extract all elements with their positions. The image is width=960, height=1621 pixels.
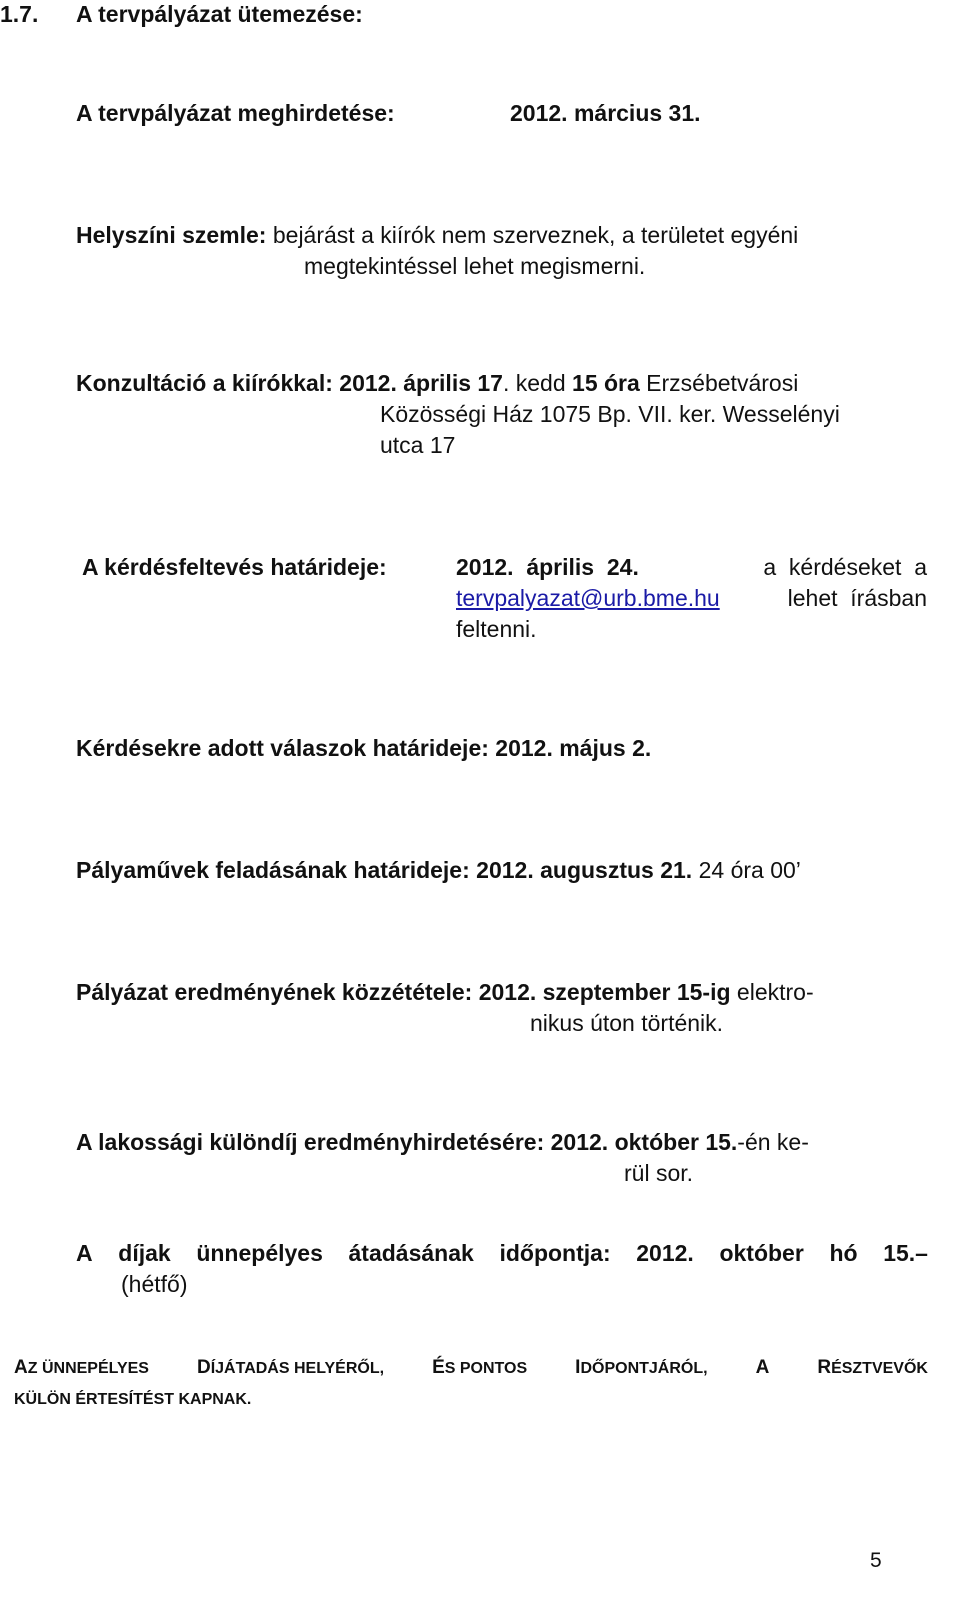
notice-word: DÍJÁTADÁS HELYÉRŐL, <box>196 1357 389 1378</box>
public-prize-row <box>76 1127 809 1158</box>
page-number <box>870 1545 882 1576</box>
ceremony-word: átadásának <box>348 1240 474 1266</box>
results-text: Pályázat eredményének közzététele: 2012. szeptember 15-ig <box>76 979 731 1005</box>
notice-word: IDŐPONTJÁRÓL, <box>575 1357 713 1378</box>
consultation-place-1: Erzsébetvárosi <box>639 370 799 396</box>
questions-text-3: feltenni. <box>456 616 537 642</box>
consultation-row-2 <box>380 399 840 430</box>
ceremony-word: október <box>719 1240 804 1266</box>
site-visit-text-1: bejárást a kiírók nem szerveznek, a területet egyéni <box>272 222 799 248</box>
announcement-date-wrap <box>510 98 701 129</box>
ceremony-word: ünnepélyes <box>196 1240 323 1266</box>
notice-text-2: KÜLÖN ÉRTESÍTÉST KAPNAK. <box>14 1391 252 1408</box>
results-rest-2: nikus úton történik. <box>530 1010 724 1036</box>
results-rest-1: elektro- <box>730 979 814 1005</box>
ceremony-row-2 <box>121 1269 187 1300</box>
submission-text: Pályaművek feladásának határideje: 2012. augusztus 21. <box>76 857 693 883</box>
section-title-wrap <box>76 0 363 30</box>
announcement-row <box>76 98 395 129</box>
answers-text: Kérdésekre adott válaszok határideje: 2012. május 2. <box>76 735 652 761</box>
questions-row <box>82 552 387 583</box>
results-row-2 <box>530 1008 723 1039</box>
announcement-date: 2012. március 31. <box>510 100 701 126</box>
site-visit-label: Helyszíni szemle: <box>76 222 267 248</box>
site-visit-row-2 <box>304 251 645 282</box>
ceremony-word: 15.– <box>883 1240 928 1266</box>
questions-text-1: a kérdéseket a <box>763 554 927 580</box>
notice-line-1 <box>14 1350 928 1384</box>
notice-word: A <box>755 1357 770 1378</box>
results-row <box>76 977 814 1008</box>
public-prize-rest-1: -én ke- <box>737 1129 809 1155</box>
ceremony-word: 2012. <box>636 1240 694 1266</box>
public-prize-text: A lakossági különdíj eredményhirdetésére: 2012. október 15. <box>76 1129 738 1155</box>
consultation-place-2: Közösségi Ház 1075 Bp. VII. ker. Wesselényi <box>380 401 840 427</box>
site-visit-text-2: megtekintéssel lehet megismerni. <box>304 253 646 279</box>
questions-line-2 <box>456 583 927 614</box>
submission-time: 24 óra 00’ <box>692 857 801 883</box>
public-prize-row-2 <box>624 1158 693 1189</box>
notice-word: ÉS PONTOS <box>432 1357 532 1378</box>
ceremony-word: A <box>76 1240 93 1266</box>
consultation-date: 2012. április 17 <box>339 370 503 396</box>
submission-row <box>76 855 801 886</box>
section-heading <box>0 0 38 30</box>
notice-word: RÉSZTVEVŐK <box>817 1357 928 1378</box>
consultation-label: Konzultáció a kiírókkal: <box>76 370 333 396</box>
ceremony-day: (hétfő) <box>121 1271 188 1297</box>
consultation-row <box>76 368 798 399</box>
questions-line-3 <box>456 614 537 645</box>
questions-label: A kérdésfeltevés határideje: <box>82 554 387 580</box>
site-visit-row <box>76 220 798 251</box>
questions-email-link[interactable]: tervpalyazat@urb.bme.hu <box>456 585 720 611</box>
public-prize-rest-2: rül sor. <box>624 1160 694 1186</box>
ceremony-word: időpontja: <box>499 1240 611 1266</box>
consultation-time: 15 óra <box>572 370 640 396</box>
section-number: 1.7. <box>0 1 39 27</box>
ceremony-word: díjak <box>118 1240 171 1266</box>
notice-line-2 <box>14 1381 251 1415</box>
announcement-label: A tervpályázat meghirdetése: <box>76 100 395 126</box>
consultation-row-3 <box>380 430 455 461</box>
consultation-date-sep: . kedd <box>502 370 573 396</box>
notice-word: AZ ÜNNEPÉLYES <box>14 1357 154 1378</box>
page-number-text: 5 <box>870 1549 882 1572</box>
consultation-place-3: utca 17 <box>380 432 456 458</box>
questions-line-1 <box>456 552 927 583</box>
answers-row <box>76 733 651 764</box>
ceremony-word: hó <box>829 1240 858 1266</box>
section-title: A tervpályázat ütemezése: <box>76 1 363 27</box>
questions-date: 2012. április 24. <box>456 554 639 580</box>
ceremony-row <box>76 1238 928 1269</box>
questions-text-2: lehet írásban <box>787 585 927 611</box>
